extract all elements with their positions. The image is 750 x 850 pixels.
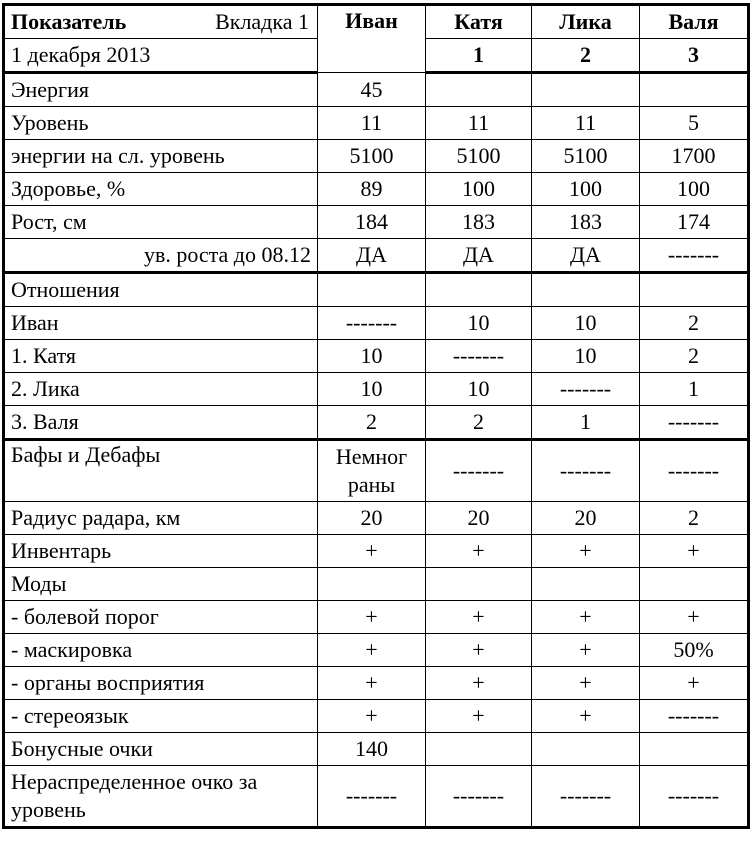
- table-row: [4, 535, 749, 568]
- section-title-mods: Моды: [4, 568, 318, 601]
- cell: -------: [532, 373, 640, 406]
- cell: 45: [318, 73, 426, 107]
- cell: 1700: [640, 140, 749, 173]
- row-label: Здоровье, %: [4, 173, 318, 206]
- cell: -------: [426, 766, 532, 828]
- cell: -------: [640, 700, 749, 733]
- cell: 100: [532, 173, 640, 206]
- cell: 20: [426, 502, 532, 535]
- cell: +: [426, 700, 532, 733]
- table-row: [4, 440, 749, 502]
- cell: 10: [532, 307, 640, 340]
- cell: 174: [640, 206, 749, 239]
- cell: 183: [426, 206, 532, 239]
- cell: +: [640, 535, 749, 568]
- cell: -------: [318, 307, 426, 340]
- cell: -------: [640, 239, 749, 273]
- cell: +: [532, 667, 640, 700]
- row-label: 3. Валя: [4, 406, 318, 440]
- cell: [640, 733, 749, 766]
- row-label: Бонусные очки: [4, 733, 318, 766]
- cell: +: [318, 601, 426, 634]
- row-label: Уровень: [4, 107, 318, 140]
- col-num-valya: 3: [640, 39, 749, 73]
- cell: [532, 73, 640, 107]
- cell: Немног раны: [318, 440, 426, 502]
- table-row: [4, 107, 749, 140]
- cell: +: [640, 667, 749, 700]
- cell: 140: [318, 733, 426, 766]
- col-header-valya: Валя: [640, 5, 749, 39]
- tab-label: Вкладка 1: [215, 9, 309, 34]
- cell: +: [532, 601, 640, 634]
- cell: 20: [318, 502, 426, 535]
- section-header-row: [4, 568, 749, 601]
- row-label-text: Нераспределенное очко за уровень: [11, 769, 258, 822]
- cell: [532, 733, 640, 766]
- cell: 1: [640, 373, 749, 406]
- table-title: Показатель: [11, 9, 127, 34]
- cell: 10: [426, 307, 532, 340]
- table-row: [4, 634, 749, 667]
- row-label: Энергия: [4, 73, 318, 107]
- cell: -------: [318, 766, 426, 828]
- cell: +: [318, 667, 426, 700]
- table-row: [4, 502, 749, 535]
- row-label: Рост, см: [4, 206, 318, 239]
- cell: 5100: [532, 140, 640, 173]
- cell: 2: [640, 502, 749, 535]
- cell: +: [426, 535, 532, 568]
- row-label: ув. роста до 08.12: [4, 239, 318, 273]
- cell: -------: [426, 340, 532, 373]
- row-label: Бафы и Дебафы: [4, 440, 318, 502]
- cell: [426, 733, 532, 766]
- cell: 11: [532, 107, 640, 140]
- cell: [426, 273, 532, 307]
- cell: -------: [426, 440, 532, 502]
- table-row: [4, 766, 749, 828]
- col-num-katya: 1: [426, 39, 532, 73]
- table-row: [4, 239, 749, 273]
- cell: 2: [426, 406, 532, 440]
- cell: -------: [640, 440, 749, 502]
- cell: 1: [532, 406, 640, 440]
- cell: 5: [640, 107, 749, 140]
- cell: 184: [318, 206, 426, 239]
- row-label: Радиус радара, км: [4, 502, 318, 535]
- table-row: [4, 700, 749, 733]
- col-header-katya: Катя: [426, 5, 532, 39]
- stats-table: [2, 3, 750, 829]
- cell: ДА: [426, 239, 532, 273]
- section-header-row: [4, 273, 749, 307]
- cell: 10: [426, 373, 532, 406]
- cell: 11: [318, 107, 426, 140]
- cell: 11: [426, 107, 532, 140]
- table-row: [4, 373, 749, 406]
- cell: [640, 273, 749, 307]
- col-num-lika: 2: [532, 39, 640, 73]
- row-label: - болевой порог: [4, 601, 318, 634]
- header-date: 1 декабря 2013: [4, 39, 318, 73]
- table-row: [4, 307, 749, 340]
- row-label: [4, 766, 318, 828]
- cell: [426, 73, 532, 107]
- cell: -------: [640, 406, 749, 440]
- table-row: [4, 340, 749, 373]
- row-label: энергии на сл. уровень: [4, 140, 318, 173]
- cell: 2: [318, 406, 426, 440]
- row-label: Иван: [4, 307, 318, 340]
- cell: 5100: [318, 140, 426, 173]
- row-label: 2. Лика: [4, 373, 318, 406]
- table-row: [4, 406, 749, 440]
- cell: 183: [532, 206, 640, 239]
- cell: +: [532, 700, 640, 733]
- table-row: [4, 733, 749, 766]
- table-row: [4, 73, 749, 107]
- cell: ДА: [532, 239, 640, 273]
- table-row: [4, 206, 749, 239]
- row-label: - органы восприятия: [4, 667, 318, 700]
- cell: [640, 568, 749, 601]
- row-label: - стереоязык: [4, 700, 318, 733]
- header-title-cell: [4, 5, 318, 39]
- cell: +: [532, 634, 640, 667]
- cell: +: [318, 634, 426, 667]
- col-header-lika: Лика: [532, 5, 640, 39]
- row-label: 1. Катя: [4, 340, 318, 373]
- table-row: [4, 601, 749, 634]
- cell: 10: [318, 373, 426, 406]
- cell: 10: [532, 340, 640, 373]
- cell: 89: [318, 173, 426, 206]
- table-row: [4, 140, 749, 173]
- cell: [318, 273, 426, 307]
- cell: -------: [532, 766, 640, 828]
- cell: [426, 568, 532, 601]
- cell: 100: [640, 173, 749, 206]
- cell: 2: [640, 340, 749, 373]
- cell: -------: [640, 766, 749, 828]
- row-label: - маскировка: [4, 634, 318, 667]
- cell: 10: [318, 340, 426, 373]
- cell: +: [426, 634, 532, 667]
- cell: +: [426, 667, 532, 700]
- table-row: [4, 173, 749, 206]
- cell: 100: [426, 173, 532, 206]
- cell: +: [532, 535, 640, 568]
- cell: ДА: [318, 239, 426, 273]
- cell: 20: [532, 502, 640, 535]
- cell: [532, 568, 640, 601]
- cell: [532, 273, 640, 307]
- cell: 2: [640, 307, 749, 340]
- col-header-ivan: Иван: [318, 5, 426, 73]
- cell: [318, 568, 426, 601]
- cell: [640, 73, 749, 107]
- cell: 50%: [640, 634, 749, 667]
- cell: +: [318, 700, 426, 733]
- row-label: Инвентарь: [4, 535, 318, 568]
- cell: +: [640, 601, 749, 634]
- cell: 5100: [426, 140, 532, 173]
- section-title-relations: Отношения: [4, 273, 318, 307]
- cell: -------: [532, 440, 640, 502]
- table-row: [4, 667, 749, 700]
- cell: +: [318, 535, 426, 568]
- cell: +: [426, 601, 532, 634]
